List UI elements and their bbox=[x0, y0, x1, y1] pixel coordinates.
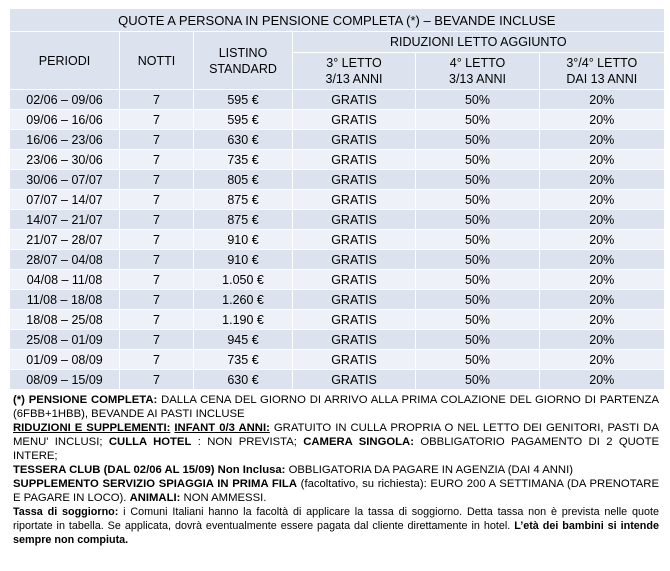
cell-terzo-letto: GRATIS bbox=[293, 130, 416, 150]
cell-quarto-letto: 50% bbox=[416, 290, 540, 310]
table-title: QUOTE A PERSONA IN PENSIONE COMPLETA (*) – BEVANDE INCLUSE bbox=[10, 9, 664, 32]
price-table bbox=[9, 8, 664, 389]
tassa-label: Tassa di soggiorno: bbox=[13, 506, 119, 518]
cell-periodo: 09/06 – 16/06 bbox=[10, 110, 120, 130]
header-quarto-letto bbox=[416, 53, 540, 90]
note-spiaggia bbox=[13, 477, 659, 505]
cell-terzo-letto: GRATIS bbox=[293, 150, 416, 170]
header-riduzioni: RIDUZIONI LETTO AGGIUNTO bbox=[293, 32, 664, 53]
table-row bbox=[10, 130, 664, 150]
tessera-text: OBBLIGATORIA DA PAGARE IN AGENZIA (DAI 4 ANNI) bbox=[285, 464, 573, 476]
header-periodi: PERIODI bbox=[10, 32, 120, 90]
animali-label: ANIMALI: bbox=[129, 492, 181, 504]
culla-text: : NON PREVISTA; bbox=[191, 436, 304, 448]
cell-periodo: 08/09 – 15/09 bbox=[10, 370, 120, 390]
eta-text: L’età dei bambini si intende sempre non compiuta. bbox=[13, 520, 659, 546]
cell-periodo: 02/06 – 09/06 bbox=[10, 90, 120, 110]
cell-terzo-letto: GRATIS bbox=[293, 90, 416, 110]
cell-notti: 7 bbox=[120, 350, 194, 370]
table-row bbox=[10, 330, 664, 350]
table-row bbox=[10, 230, 664, 250]
cell-notti: 7 bbox=[120, 330, 194, 350]
cell-quarto-letto: 50% bbox=[416, 330, 540, 350]
cell-adulti-letto: 20% bbox=[540, 270, 664, 290]
cell-adulti-letto: 20% bbox=[540, 130, 664, 150]
cell-adulti-letto: 20% bbox=[540, 250, 664, 270]
table-row bbox=[10, 90, 664, 110]
note-riduzioni bbox=[13, 421, 659, 463]
infant-label: INFANT 0/3 ANNI: bbox=[174, 422, 270, 434]
cell-notti: 7 bbox=[120, 290, 194, 310]
price-rows bbox=[10, 90, 664, 390]
camera-text: OBBLIGATORIO PAGAMENTO DI 2 QUOTE INTERE; bbox=[13, 436, 660, 462]
header-quarto-line2: 3/13 ANNI bbox=[449, 72, 506, 86]
cell-notti: 7 bbox=[120, 250, 194, 270]
cell-quarto-letto: 50% bbox=[416, 310, 540, 330]
spiaggia-text: (facoltativo, su richiesta): EURO 200 A SETTIMANA (DA PRENOTARE E PAGARE IN LOCO). bbox=[13, 478, 659, 504]
header-adulti-letto bbox=[540, 53, 664, 90]
culla-label: CULLA HOTEL bbox=[108, 436, 192, 448]
cell-notti: 7 bbox=[120, 270, 194, 290]
header-adulti-line1: 3°/4° LETTO bbox=[566, 56, 638, 70]
spiaggia-label: SUPPLEMENTO SERVIZIO SPIAGGIA IN PRIMA FILA bbox=[13, 478, 297, 490]
table-row bbox=[10, 210, 664, 230]
cell-periodo: 11/08 – 18/08 bbox=[10, 290, 120, 310]
cell-quarto-letto: 50% bbox=[416, 110, 540, 130]
cell-terzo-letto: GRATIS bbox=[293, 310, 416, 330]
cell-notti: 7 bbox=[120, 170, 194, 190]
cell-periodo: 04/08 – 11/08 bbox=[10, 270, 120, 290]
table-row bbox=[10, 270, 664, 290]
riduzioni-label: RIDUZIONI E SUPPLEMENTI: bbox=[13, 422, 171, 434]
cell-terzo-letto: GRATIS bbox=[293, 170, 416, 190]
cell-periodo: 16/06 – 23/06 bbox=[10, 130, 120, 150]
cell-adulti-letto: 20% bbox=[540, 90, 664, 110]
cell-quarto-letto: 50% bbox=[416, 250, 540, 270]
table-row bbox=[10, 350, 664, 370]
cell-prezzo: 875 € bbox=[194, 210, 293, 230]
cell-terzo-letto: GRATIS bbox=[293, 190, 416, 210]
cell-prezzo: 595 € bbox=[194, 90, 293, 110]
cell-notti: 7 bbox=[120, 130, 194, 150]
cell-periodo: 30/06 – 07/07 bbox=[10, 170, 120, 190]
cell-adulti-letto: 20% bbox=[540, 210, 664, 230]
note-tassa bbox=[13, 505, 659, 547]
camera-label: CAMERA SINGOLA: bbox=[303, 436, 414, 448]
header-listino-line2: STANDARD bbox=[209, 61, 277, 76]
cell-adulti-letto: 20% bbox=[540, 350, 664, 370]
cell-prezzo: 735 € bbox=[194, 150, 293, 170]
cell-periodo: 01/09 – 08/09 bbox=[10, 350, 120, 370]
cell-periodo: 07/07 – 14/07 bbox=[10, 190, 120, 210]
cell-quarto-letto: 50% bbox=[416, 90, 540, 110]
cell-periodo: 18/08 – 25/08 bbox=[10, 310, 120, 330]
cell-adulti-letto: 20% bbox=[540, 230, 664, 250]
table-row bbox=[10, 150, 664, 170]
header-terzo-letto bbox=[293, 53, 416, 90]
cell-terzo-letto: GRATIS bbox=[293, 210, 416, 230]
note-pensione bbox=[13, 393, 659, 421]
cell-adulti-letto: 20% bbox=[540, 330, 664, 350]
animali-text: NON AMMESSI. bbox=[180, 492, 267, 504]
cell-notti: 7 bbox=[120, 110, 194, 130]
cell-adulti-letto: 20% bbox=[540, 370, 664, 390]
cell-notti: 7 bbox=[120, 230, 194, 250]
cell-notti: 7 bbox=[120, 210, 194, 230]
notes-section bbox=[9, 389, 663, 547]
cell-adulti-letto: 20% bbox=[540, 150, 664, 170]
cell-terzo-letto: GRATIS bbox=[293, 270, 416, 290]
table-row bbox=[10, 250, 664, 270]
cell-quarto-letto: 50% bbox=[416, 350, 540, 370]
cell-quarto-letto: 50% bbox=[416, 150, 540, 170]
cell-prezzo: 630 € bbox=[194, 370, 293, 390]
cell-notti: 7 bbox=[120, 370, 194, 390]
cell-adulti-letto: 20% bbox=[540, 190, 664, 210]
cell-prezzo: 910 € bbox=[194, 230, 293, 250]
cell-adulti-letto: 20% bbox=[540, 110, 664, 130]
cell-quarto-letto: 50% bbox=[416, 190, 540, 210]
tessera-label: TESSERA CLUB (DAL 02/06 AL 15/09) Non Inclusa: bbox=[13, 464, 286, 476]
cell-prezzo: 875 € bbox=[194, 190, 293, 210]
pensione-label: (*) PENSIONE COMPLETA: bbox=[13, 394, 158, 406]
cell-prezzo: 1.260 € bbox=[194, 290, 293, 310]
table-row bbox=[10, 290, 664, 310]
cell-quarto-letto: 50% bbox=[416, 210, 540, 230]
header-adulti-line2: DAI 13 ANNI bbox=[566, 72, 638, 86]
cell-terzo-letto: GRATIS bbox=[293, 350, 416, 370]
header-listino bbox=[194, 32, 293, 90]
table-row bbox=[10, 370, 664, 390]
cell-quarto-letto: 50% bbox=[416, 170, 540, 190]
table-row bbox=[10, 170, 664, 190]
header-notti: NOTTI bbox=[120, 32, 194, 90]
pensione-text: DALLA CENA DEL GIORNO DI ARRIVO ALLA PRIMA COLAZIONE DEL GIORNO DI PARTENZA (6FBB+1HBB), BEVANDE AI PASTI INCLUSE bbox=[13, 394, 659, 420]
cell-adulti-letto: 20% bbox=[540, 290, 664, 310]
cell-periodo: 21/07 – 28/07 bbox=[10, 230, 120, 250]
cell-quarto-letto: 50% bbox=[416, 230, 540, 250]
cell-periodo: 25/08 – 01/09 bbox=[10, 330, 120, 350]
cell-notti: 7 bbox=[120, 90, 194, 110]
cell-terzo-letto: GRATIS bbox=[293, 250, 416, 270]
cell-terzo-letto: GRATIS bbox=[293, 330, 416, 350]
cell-periodo: 14/07 – 21/07 bbox=[10, 210, 120, 230]
cell-terzo-letto: GRATIS bbox=[293, 370, 416, 390]
cell-prezzo: 910 € bbox=[194, 250, 293, 270]
infant-text: GRATUITO IN CULLA PROPRIA O NEL LETTO DEI GENITORI, PASTI DA MENU' INCLUSI; bbox=[13, 422, 660, 448]
cell-prezzo: 1.050 € bbox=[194, 270, 293, 290]
table-row bbox=[10, 190, 664, 210]
header-terzo-line2: 3/13 ANNI bbox=[325, 72, 383, 86]
cell-terzo-letto: GRATIS bbox=[293, 110, 416, 130]
cell-terzo-letto: GRATIS bbox=[293, 290, 416, 310]
tassa-text: i Comuni Italiani hanno la facoltà di applicare la tassa di soggiorno. Detta tassa non è prevista nelle quote riportate in tabella. Se applicata, dovrà eventualmente essere pagata dal cliente direttamente in hotel. bbox=[13, 506, 659, 532]
cell-terzo-letto: GRATIS bbox=[293, 230, 416, 250]
cell-prezzo: 595 € bbox=[194, 110, 293, 130]
cell-prezzo: 735 € bbox=[194, 350, 293, 370]
cell-prezzo: 945 € bbox=[194, 330, 293, 350]
cell-adulti-letto: 20% bbox=[540, 170, 664, 190]
table-row bbox=[10, 110, 664, 130]
cell-quarto-letto: 50% bbox=[416, 130, 540, 150]
cell-prezzo: 1.190 € bbox=[194, 310, 293, 330]
cell-notti: 7 bbox=[120, 150, 194, 170]
header-quarto-line1: 4° LETTO bbox=[449, 56, 506, 70]
cell-prezzo: 805 € bbox=[194, 170, 293, 190]
header-terzo-line1: 3° LETTO bbox=[326, 56, 382, 70]
table-row bbox=[10, 310, 664, 330]
price-list-document bbox=[9, 8, 663, 547]
cell-adulti-letto: 20% bbox=[540, 310, 664, 330]
cell-notti: 7 bbox=[120, 310, 194, 330]
cell-quarto-letto: 50% bbox=[416, 370, 540, 390]
header-listino-line1: LISTINO bbox=[218, 45, 268, 60]
cell-notti: 7 bbox=[120, 190, 194, 210]
cell-prezzo: 630 € bbox=[194, 130, 293, 150]
note-tessera bbox=[13, 463, 659, 477]
cell-quarto-letto: 50% bbox=[416, 270, 540, 290]
cell-periodo: 28/07 – 04/08 bbox=[10, 250, 120, 270]
cell-periodo: 23/06 – 30/06 bbox=[10, 150, 120, 170]
